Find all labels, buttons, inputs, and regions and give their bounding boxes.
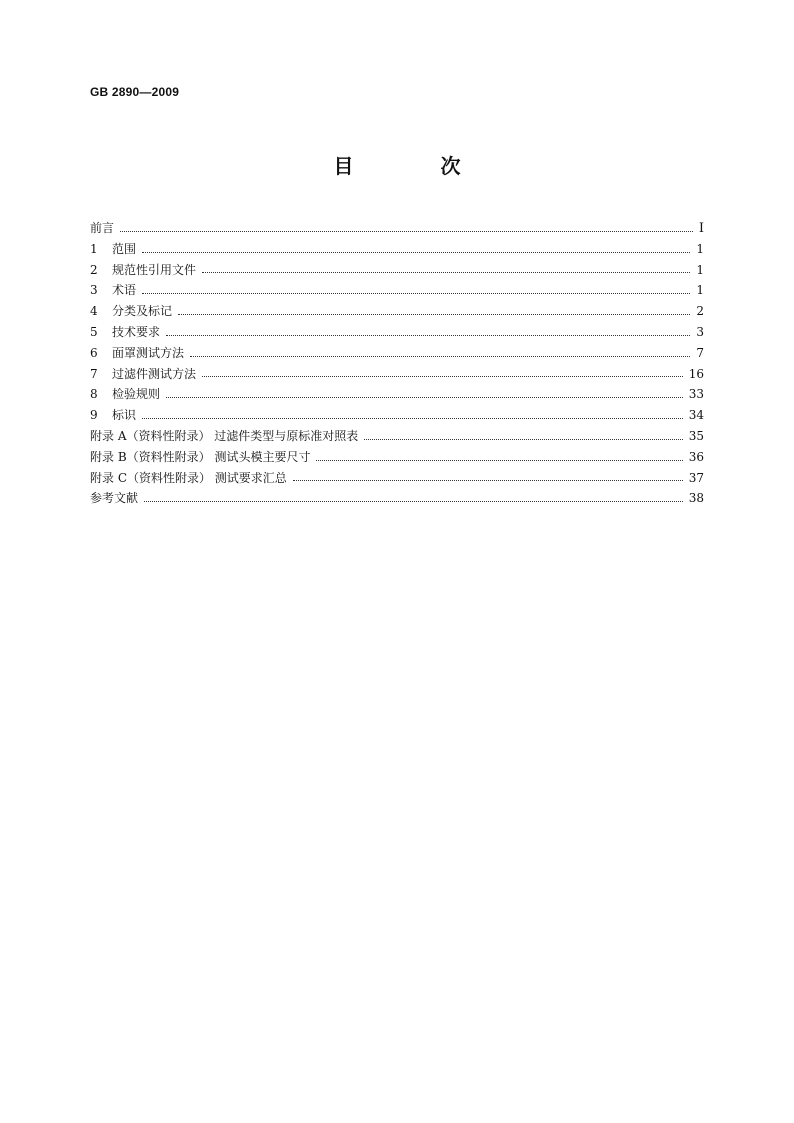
toc-entry-classification[interactable]: [90, 301, 704, 322]
toc-section-number: 1: [90, 241, 98, 256]
toc-entry-appendix-b[interactable]: [90, 447, 704, 468]
toc-entry-inspection-rules[interactable]: [90, 384, 704, 405]
toc-section-number: 9: [90, 408, 98, 423]
table-of-contents: [90, 218, 704, 509]
toc-entry-label: [90, 426, 364, 447]
toc-entry-text: 参考文献: [90, 491, 139, 506]
toc-section-number: 2: [90, 262, 98, 277]
toc-entry-label: [90, 218, 120, 239]
toc-entry-label: [90, 468, 293, 489]
toc-entry-scope[interactable]: [90, 239, 704, 260]
toc-entry-appendix-a[interactable]: [90, 426, 704, 447]
toc-page-number: 34: [688, 408, 704, 423]
toc-entry-text: 附录 A（资料性附录） 过滤件类型与原标准对照表: [90, 428, 359, 443]
toc-entry-text: 术语: [112, 283, 137, 298]
page-title: 目 次: [333, 154, 501, 178]
toc-section-number: 3: [90, 283, 98, 298]
toc-entry-text: 检验规则: [112, 387, 161, 402]
toc-entry-text: 规范性引用文件: [112, 262, 197, 277]
toc-leader-dots: [144, 501, 683, 502]
toc-page-number: 1: [696, 241, 704, 256]
toc-page-number: 3: [696, 324, 704, 339]
toc-leader-dots: [190, 356, 690, 357]
toc-leader-dots: [142, 418, 683, 419]
toc-entry-label: [90, 447, 316, 468]
toc-leader-dots: [202, 272, 690, 273]
toc-entry-text: 标识: [112, 408, 137, 423]
toc-entry-text: 附录 C（资料性附录） 测试要求汇总: [90, 470, 287, 485]
toc-page-number: 2: [696, 304, 704, 319]
toc-section-number: 4: [90, 304, 98, 319]
toc-page-number: 36: [688, 449, 704, 464]
toc-leader-dots: [316, 460, 682, 461]
toc-leader-dots: [166, 397, 683, 398]
toc-entry-label: [90, 384, 166, 405]
toc-page-number: 33: [688, 387, 704, 402]
toc-leader-dots: [364, 439, 682, 440]
toc-leader-dots: [166, 335, 690, 336]
toc-page-number: 1: [696, 283, 704, 298]
toc-entry-technical-requirements[interactable]: [90, 322, 704, 343]
toc-page-number: 7: [696, 345, 704, 360]
toc-entry-text: 范围: [112, 241, 137, 256]
toc-entry-label: [90, 280, 142, 301]
toc-entry-facepiece-test-methods[interactable]: [90, 343, 704, 364]
toc-entry-appendix-c[interactable]: [90, 468, 704, 489]
toc-entry-label: [90, 260, 202, 281]
toc-entry-text: 技术要求: [112, 324, 161, 339]
toc-entry-label: [90, 343, 190, 364]
toc-section-number: 5: [90, 324, 98, 339]
toc-entry-label: [90, 405, 142, 426]
toc-section-number: 6: [90, 345, 98, 360]
toc-entry-preface[interactable]: [90, 218, 704, 239]
toc-leader-dots: [120, 231, 693, 232]
toc-leader-dots: [178, 314, 690, 315]
toc-entry-label: [90, 488, 144, 509]
toc-page-number: 37: [688, 470, 704, 485]
toc-entry-text: 附录 B（资料性附录） 测试头模主要尺寸: [90, 449, 311, 464]
toc-entry-label: [90, 301, 178, 322]
standard-code: GB 2890—2009: [90, 85, 180, 99]
toc-page-number: 1: [696, 262, 704, 277]
toc-entry-text: 分类及标记: [112, 304, 173, 319]
toc-entry-normative-references[interactable]: [90, 260, 704, 281]
toc-entry-text: 面罩测试方法: [112, 345, 185, 360]
toc-page-number: 16: [688, 366, 704, 381]
toc-page-number: 35: [688, 428, 704, 443]
toc-leader-dots: [202, 376, 683, 377]
toc-entry-label: [90, 239, 142, 260]
toc-entry-bibliography[interactable]: [90, 488, 704, 509]
toc-entry-marking[interactable]: [90, 405, 704, 426]
toc-section-number: 8: [90, 387, 98, 402]
toc-leader-dots: [142, 252, 690, 253]
toc-entry-text: 前言: [90, 221, 115, 235]
toc-entry-label: [90, 322, 166, 343]
toc-section-number: 7: [90, 366, 98, 381]
toc-entry-label: [90, 364, 202, 385]
toc-page-number: Ⅰ: [698, 221, 704, 236]
toc-entry-text: 过滤件测试方法: [112, 366, 197, 381]
toc-page-number: 38: [688, 491, 704, 506]
toc-leader-dots: [142, 293, 690, 294]
toc-entry-filter-test-methods[interactable]: [90, 364, 704, 385]
toc-leader-dots: [293, 480, 683, 481]
toc-entry-terms[interactable]: [90, 280, 704, 301]
